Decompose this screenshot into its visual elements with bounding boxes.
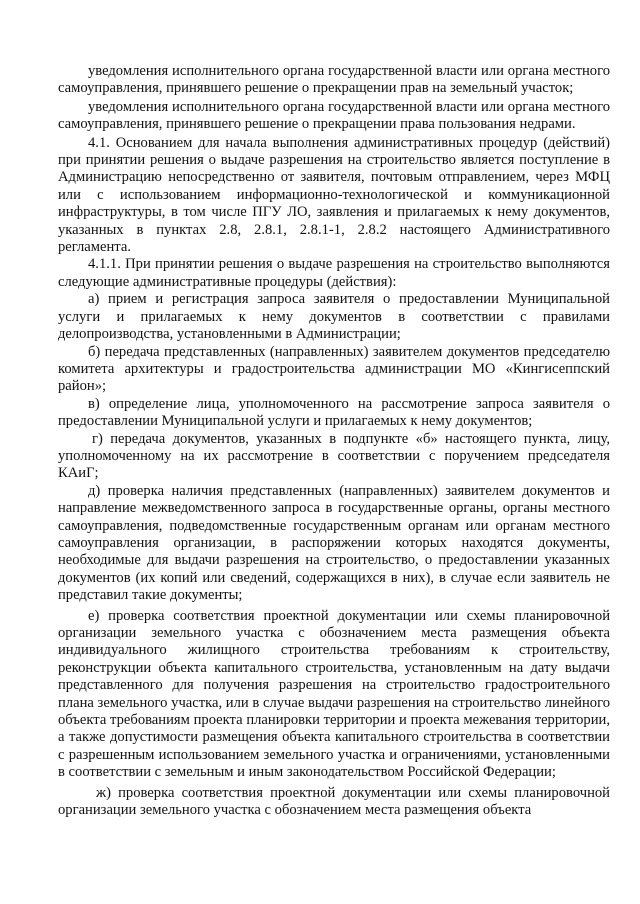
paragraph-notice-land-rights: уведомления исполнительного органа государственной власти или органа местного самоуправления, принявшего решение о прекращении прав на земельный участок; <box>58 63 610 97</box>
paragraph-section-4-1: 4.1. Основанием для начала выполнения административных процедур (действий) при принятии решения о выдаче разрешения на строительство является поступление в Администрацию непосредственно от заявителя, почтовым отправлением, через МФЦ или с использованием информационно-технологической и коммуникационной инфраструктуры, в том числе ПГУ ЛО, заявления и прилагаемых к нему документов, указанных в пунктах 2.8, 2.8.1, 2.8.1-1, 2.8.2 настоящего Административного регламента. <box>58 134 610 256</box>
list-item-zh: ж) проверка соответствия проектной документации или схемы планировочной организации земельного участка с обозначением места размещения объекта <box>58 784 610 819</box>
document-page <box>58 63 610 819</box>
list-item-d: д) проверка наличия представленных (направленных) заявителем документов и направление межведомственного запроса в государственные органы, органы местного самоуправления, подведомственные государственным органам или органам местного самоуправления организации, в распоряжении которых находятся документы, необходимые для выдачи разрешения на строительство, о предоставлении указанных документов (их копий или сведений, содержащихся в них), в случае если заявитель не представил такие документы; <box>58 482 610 604</box>
list-item-v: в) определение лица, уполномоченного на рассмотрение запроса заявителя о предоставлении Муниципальной услуги и прилагаемых к нему документов; <box>58 395 610 430</box>
list-item-a: а) прием и регистрация запроса заявителя о предоставлении Муниципальной услуги и прилагаемых к нему документов в соответствии с правилами делопроизводства, установленными в Администрации; <box>58 291 610 343</box>
list-item-e: е) проверка соответствия проектной документации или схемы планировочной организации земельного участка с обозначением места размещения объекта индивидуального жилищного строительства требованиям к строительству, реконструкции объекта капитального строительства, установленным на дату выдачи представленного для получения разрешения на строительство градостроительного плана земельного участка, или в случае выдачи разрешения на строительство линейного объекта требованиям проекта планировки территории и проекта межевания территории, а также допустимости размещения объекта капитального строительства в соответствии с разрешенным использованием земельного участка и ограничениями, установленными в соответствии с земельным и иным законодательством Российской Федерации; <box>58 607 610 781</box>
list-item-b: б) передача представленных (направленных) заявителем документов председателю комитета архитектуры и градостроительства администрации МО «Кингисеппский район»; <box>58 343 610 395</box>
paragraph-notice-subsoil-rights: уведомления исполнительного органа государственной власти или органа местного самоуправления, принявшего решение о прекращении права пользования недрами. <box>58 98 610 133</box>
paragraph-section-4-1-1: 4.1.1. При принятии решения о выдаче разрешения на строительство выполняются следующие административные процедуры (действия): <box>58 256 610 290</box>
list-item-g: г) передача документов, указанных в подпункте «б» настоящего пункта, лицу, уполномоченному на их рассмотрение в соответствии с поручением председателя КАиГ; <box>58 430 610 482</box>
